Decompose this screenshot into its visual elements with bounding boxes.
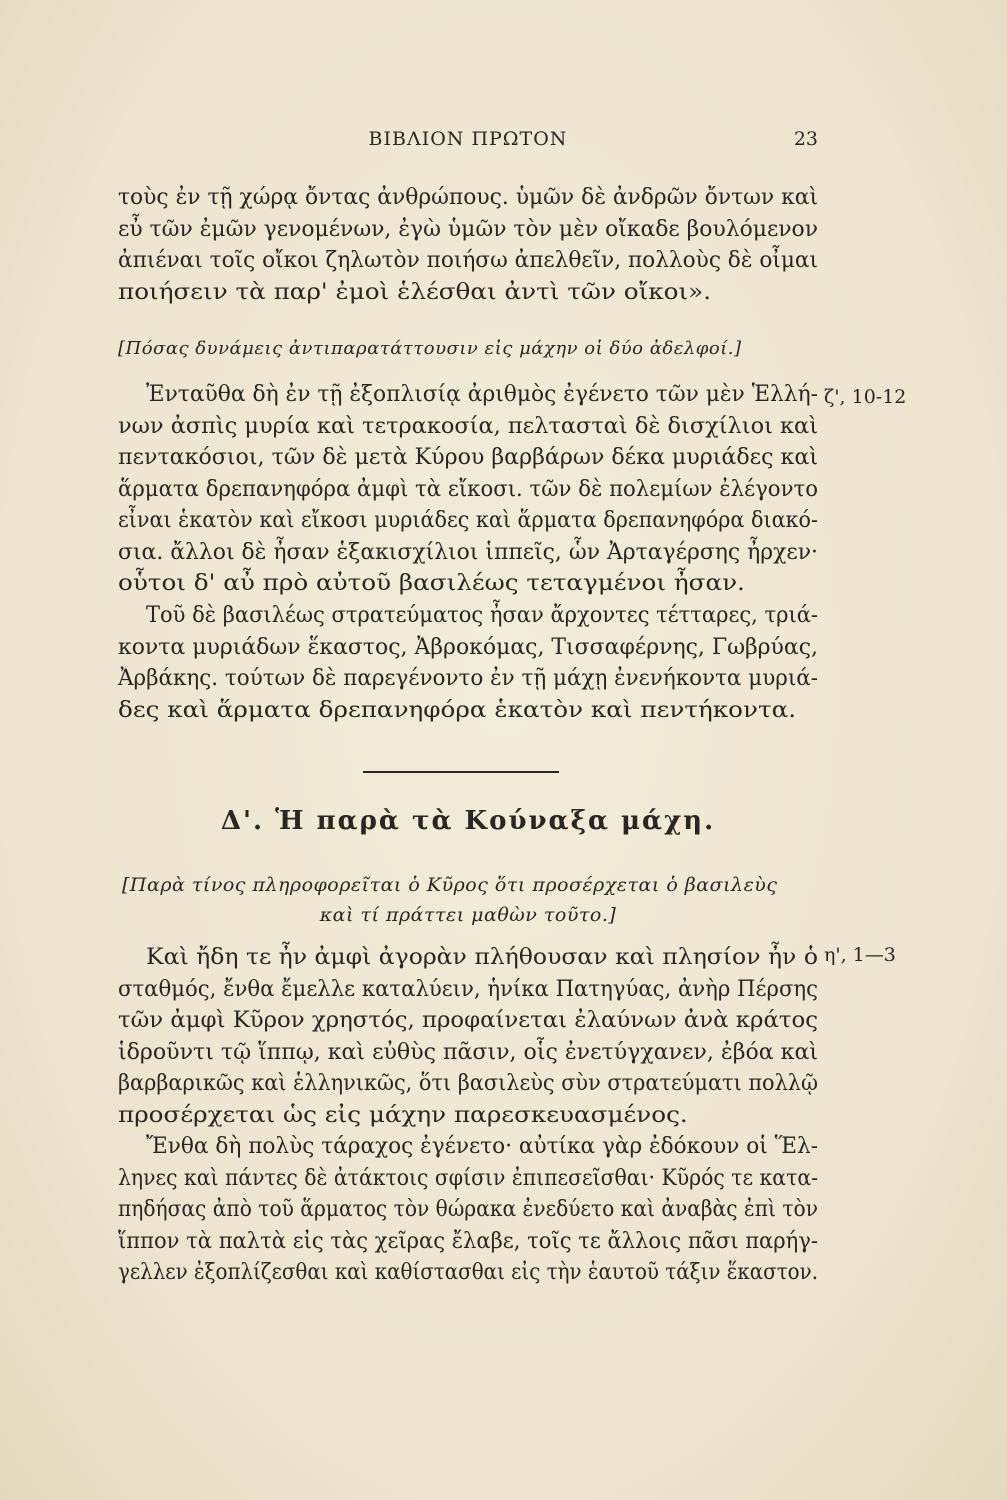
text-line: ληνες καὶ πάντες δὲ ἀτάκτοις σφίσιν ἐπιπεσεῖσθαι· Κῦρός τε κατα- bbox=[118, 1165, 818, 1191]
text-line: Ἐνταῦθα δὴ ἐν τῇ ἐξοπλισίᾳ ἀριθμὸς ἐγένετο τῶν μὲν Ἑλλή- bbox=[146, 382, 818, 407]
paragraph-4 bbox=[118, 942, 818, 1131]
text-line: Καὶ ἤδη τε ἦν ἀμφὶ ἀγορὰν πλήθουσαν καὶ πλησίον ἦν ὁ bbox=[146, 945, 818, 970]
text-line: σια. ἄλλοι δὲ ἦσαν ἑξακισχίλιοι ἱππεῖς, ὧν Ἀρταγέρσης ἦρχεν· bbox=[118, 539, 818, 565]
section-divider bbox=[363, 771, 559, 773]
subtitle-line: [Παρὰ τίνος πληροφορεῖται ὁ Κῦρος ὅτι προσέρχεται ὁ βασιλεὺς bbox=[122, 874, 778, 896]
text-line: Ἔνθα δὴ πολὺς τάραχος ἐγένετο· αὐτίκα γὰρ ἐδόκουν οἱ Ἕλ- bbox=[146, 1134, 818, 1159]
text-line: Ἀρβάκης. τούτων δὲ παρεγένοντο ἐν τῇ μάχῃ ἐνενήκοντα μυριά- bbox=[118, 666, 818, 691]
text-line: γελλεν ἐξοπλίζεσθαι καὶ καθίστασθαι εἰς τὴν ἑαυτοῦ τάξιν ἕκαστον. bbox=[118, 1260, 818, 1285]
paragraph-2 bbox=[118, 379, 818, 600]
paragraph-3 bbox=[118, 600, 818, 726]
text-line: εὖ τῶν ἐμῶν γενομένων, ἐγὼ ὑμῶν τὸν μὲν οἴκαδε βουλόμενον bbox=[118, 216, 818, 242]
text-line: ποιήσειν τὰ παρ' ἐμοὶ ἑλέσθαι ἀντὶ τῶν οἴκοι». bbox=[118, 279, 712, 305]
text-line: πηδήσας ἀπὸ τοῦ ἅρματος τὸν θώρακα ἐνεδύετο καὶ ἀναβὰς ἐπὶ τὸν bbox=[118, 1197, 818, 1222]
margin-reference-2: η', 1—3 bbox=[824, 944, 896, 966]
text-line: ἅρματα δρεπανηφόρα ἀμφὶ τὰ εἴκοσι. τῶν δὲ πολεμίων ἐλέγοντο bbox=[118, 476, 818, 502]
text-line: τοὺς ἐν τῇ χώρᾳ ὄντας ἀνθρώπους. ὑμῶν δὲ ἀνδρῶν ὄντων καὶ bbox=[118, 185, 818, 210]
text-line: τῶν ἀμφὶ Κῦρον χρηστός, προφαίνεται ἐλαύνων ἀνὰ κράτος bbox=[118, 1008, 818, 1033]
paragraph-5 bbox=[118, 1131, 818, 1289]
text-line: ἀπιέναι τοῖς οἴκοι ζηλωτὸν ποιήσω ἀπελθεῖν, πολλοὺς δὲ οἶμαι bbox=[118, 248, 818, 273]
text-line: νων ἀσπὶς μυρία καὶ τετρακοσία, πελτασταὶ δὲ δισχίλιοι καὶ bbox=[118, 413, 818, 439]
text-line: ἵππον τὰ παλτὰ εἰς τὰς χεῖρας ἔλαβε, τοῖς τε ἄλλοις πᾶσι παρήγ- bbox=[118, 1228, 818, 1254]
paragraph-1 bbox=[118, 182, 818, 308]
text-line: προσέρχεται ὡς εἰς μάχην παρεσκευασμένος. bbox=[118, 1102, 688, 1128]
subtitle-line: καὶ τί πράττει μαθὼν τοῦτο.] bbox=[319, 904, 617, 926]
text-line: πεντακόσιοι, τῶν δὲ μετὰ Κύρου βαρβάρων δέκα μυριάδες καὶ bbox=[118, 445, 818, 470]
text-line: σταθμός, ἔνθα ἔμελλε καταλύειν, ἡνίκα Πατηγύας, ἀνὴρ Πέρσης bbox=[118, 976, 818, 1002]
text-line: βαρβαρικῶς καὶ ἑλληνικῶς, ὅτι βασιλεὺς σὺν στρατεύματι πολλῷ bbox=[118, 1071, 818, 1096]
running-title: ΒΙΒΛΙΟΝ ΠΡΩΤΟΝ bbox=[368, 128, 568, 150]
text-line: δες καὶ ἅρματα δρεπανηφόρα ἑκατὸν καὶ πεντήκοντα. bbox=[118, 697, 797, 723]
text-line: Τοῦ δὲ βασιλέως στρατεύματος ἦσαν ἄρχοντες τέτταρες, τριά- bbox=[146, 603, 818, 628]
section-subtitle-2 bbox=[118, 870, 818, 930]
page-header bbox=[118, 128, 818, 158]
text-line: εἶναι ἑκατὸν καὶ εἴκοσι μυριάδες καὶ ἅρματα δρεπανηφόρα διακό- bbox=[118, 508, 818, 533]
page-number: 23 bbox=[793, 128, 818, 150]
section-subtitle-1: [Πόσας δυνάμεις ἀντιπαρατάττουσιν εἰς μάχην οἱ δύο ἀδελφοί.] bbox=[118, 338, 742, 359]
text-line: κοντα μυριάδων ἕκαστος, Ἀβροκόμας, Τισσαφέρνης, Γωβρύας, bbox=[118, 634, 818, 660]
margin-reference-1: ζ', 10-12 bbox=[824, 386, 907, 408]
chapter-heading: Δ'. Ἡ παρὰ τὰ Κούναξα μάχη. bbox=[220, 806, 716, 836]
text-line: ἱδροῦντι τῷ ἵππῳ, καὶ εὐθὺς πᾶσιν, οἷς ἐνετύγχανεν, ἐβόα καὶ bbox=[118, 1039, 818, 1065]
text-line: οὗτοι δ' αὖ πρὸ αὐτοῦ βασιλέως τεταγμένοι ἦσαν. bbox=[118, 571, 745, 596]
